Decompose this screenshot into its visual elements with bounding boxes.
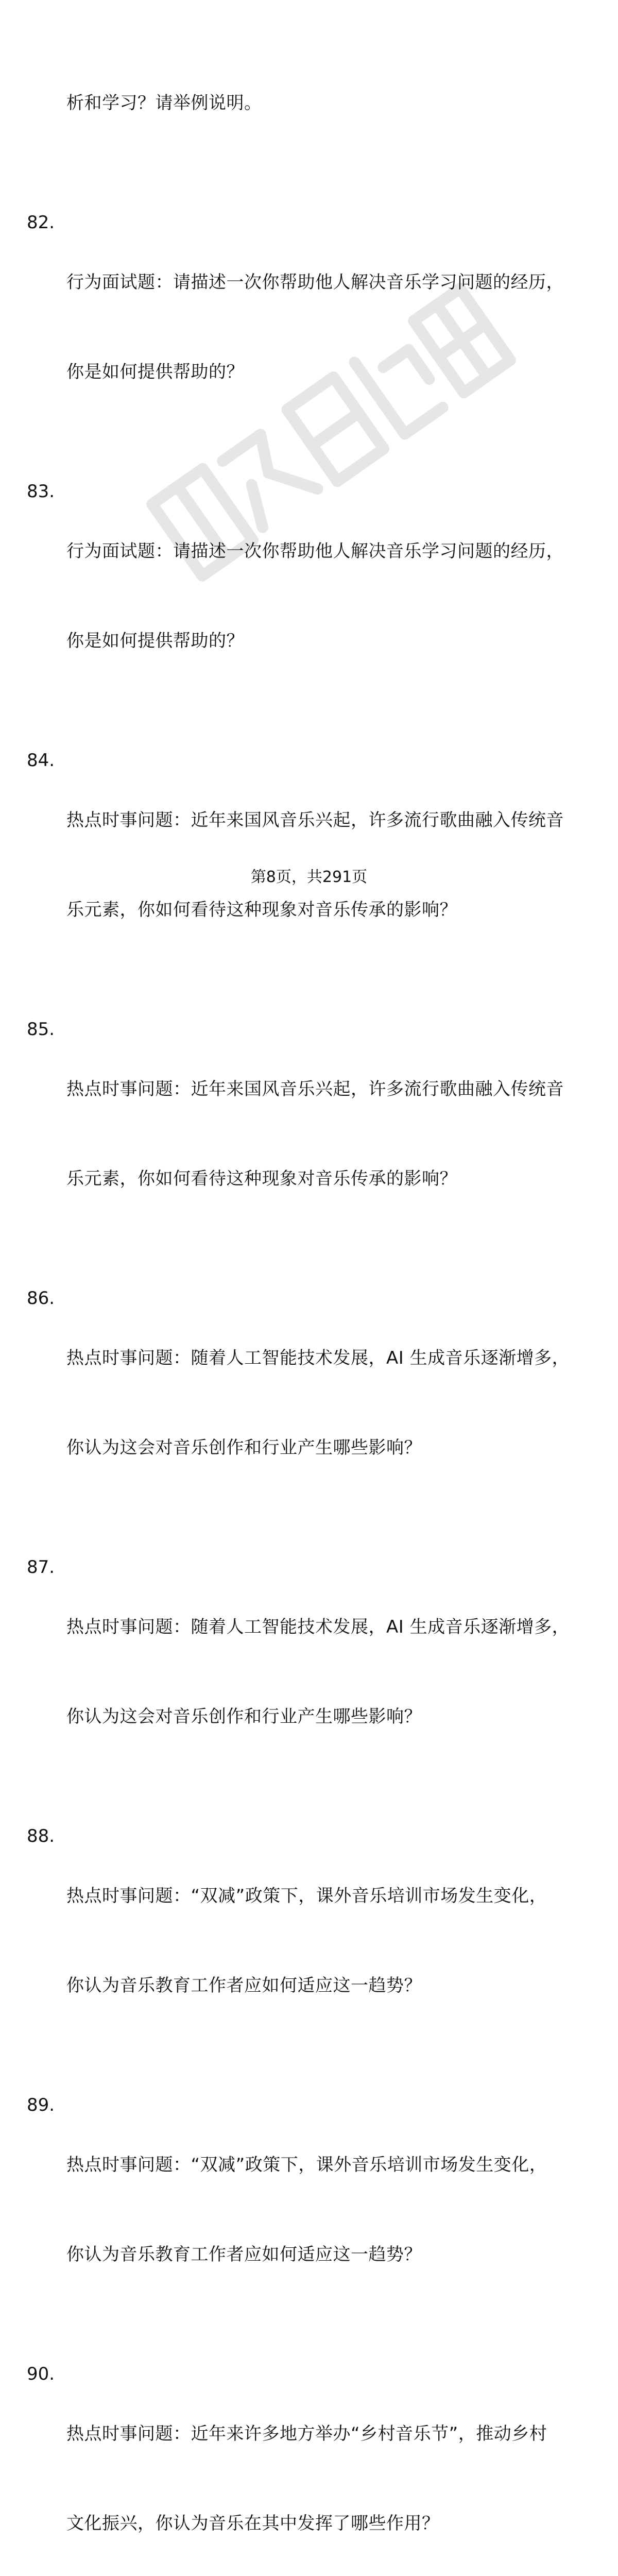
text-line: 你认为这会对音乐创作和行业产生哪些影响？	[66, 1706, 422, 1727]
question-number: 88.	[27, 1826, 55, 1846]
question-number: 83.	[27, 481, 55, 502]
text-line: 乐元素，你如何看待这种现象对音乐传承的影响？	[66, 1168, 457, 1189]
question-text	[66, 1014, 588, 1253]
list-item	[27, 477, 588, 716]
page-number-footer: 第8页，共291页	[250, 868, 368, 886]
text-line: 文化振兴，你认为音乐在其中发挥了哪些作用？	[66, 2513, 440, 2534]
text-line: 热点时事问题：近年来国风音乐兴起，许多流行歌曲融入传统音	[66, 1079, 564, 1099]
list-item	[27, 1014, 588, 1253]
question-number: 86.	[27, 1288, 55, 1309]
text-line: 你认为音乐教育工作者应如何适应这一趋势？	[66, 2244, 422, 2265]
question-text	[66, 1821, 588, 2060]
text-line: 你认为音乐教育工作者应如何适应这一趋势？	[66, 1975, 422, 1996]
question-text	[66, 477, 588, 716]
list-item	[27, 1821, 588, 2060]
question-text	[66, 2090, 588, 2329]
text-line: 热点时事问题：近年来国风音乐兴起，许多流行歌曲融入传统音	[66, 810, 564, 831]
text-line: 析和学习？请举例说明。	[66, 93, 262, 113]
list-item	[27, 745, 588, 985]
question-number: 85.	[27, 1019, 55, 1040]
question-text	[66, 2359, 588, 2576]
text-line: 热点时事问题：随着人工智能技术发展，AI 生成音乐逐渐增多，	[66, 1617, 570, 1637]
text-line: 热点时事问题：“双减”政策下，课外音乐培训市场发生变化，	[66, 1886, 547, 1906]
text-line: 你是如何提供帮助的？	[66, 631, 244, 651]
text-line: 行为面试题：请描述一次你帮助他人解决音乐学习问题的经历，	[66, 541, 564, 562]
text-line: 你是如何提供帮助的？	[66, 362, 244, 382]
text-line: 乐元素，你如何看待这种现象对音乐传承的影响？	[66, 900, 457, 920]
question-number: 89.	[27, 2095, 55, 2115]
list-item	[27, 208, 588, 447]
question-list	[27, 28, 588, 2576]
list-item	[27, 1283, 588, 1522]
list-item	[27, 2090, 588, 2329]
list-item	[27, 1552, 588, 1791]
list-item-continuation	[27, 28, 588, 178]
text-line: 你认为这会对音乐创作和行业产生哪些影响？	[66, 1437, 422, 1458]
question-text	[66, 745, 588, 985]
text-line: 热点时事问题：“双减”政策下，课外音乐培训市场发生变化，	[66, 2155, 547, 2175]
question-number: 84.	[27, 750, 55, 771]
question-number: 82.	[27, 212, 55, 233]
text-line: 热点时事问题：随着人工智能技术发展，AI 生成音乐逐渐增多，	[66, 1348, 570, 1368]
question-text	[66, 1283, 588, 1522]
text-line: 热点时事问题：近年来许多地方举办“乡村音乐节”，推动乡村	[66, 2424, 547, 2444]
question-text	[66, 208, 588, 447]
text-line: 行为面试题：请描述一次你帮助他人解决音乐学习问题的经历，	[66, 272, 564, 293]
question-text	[66, 28, 588, 178]
question-text	[66, 1552, 588, 1791]
question-number: 87.	[27, 1557, 55, 1578]
question-number: 90.	[27, 2364, 55, 2384]
list-item	[27, 2359, 588, 2576]
